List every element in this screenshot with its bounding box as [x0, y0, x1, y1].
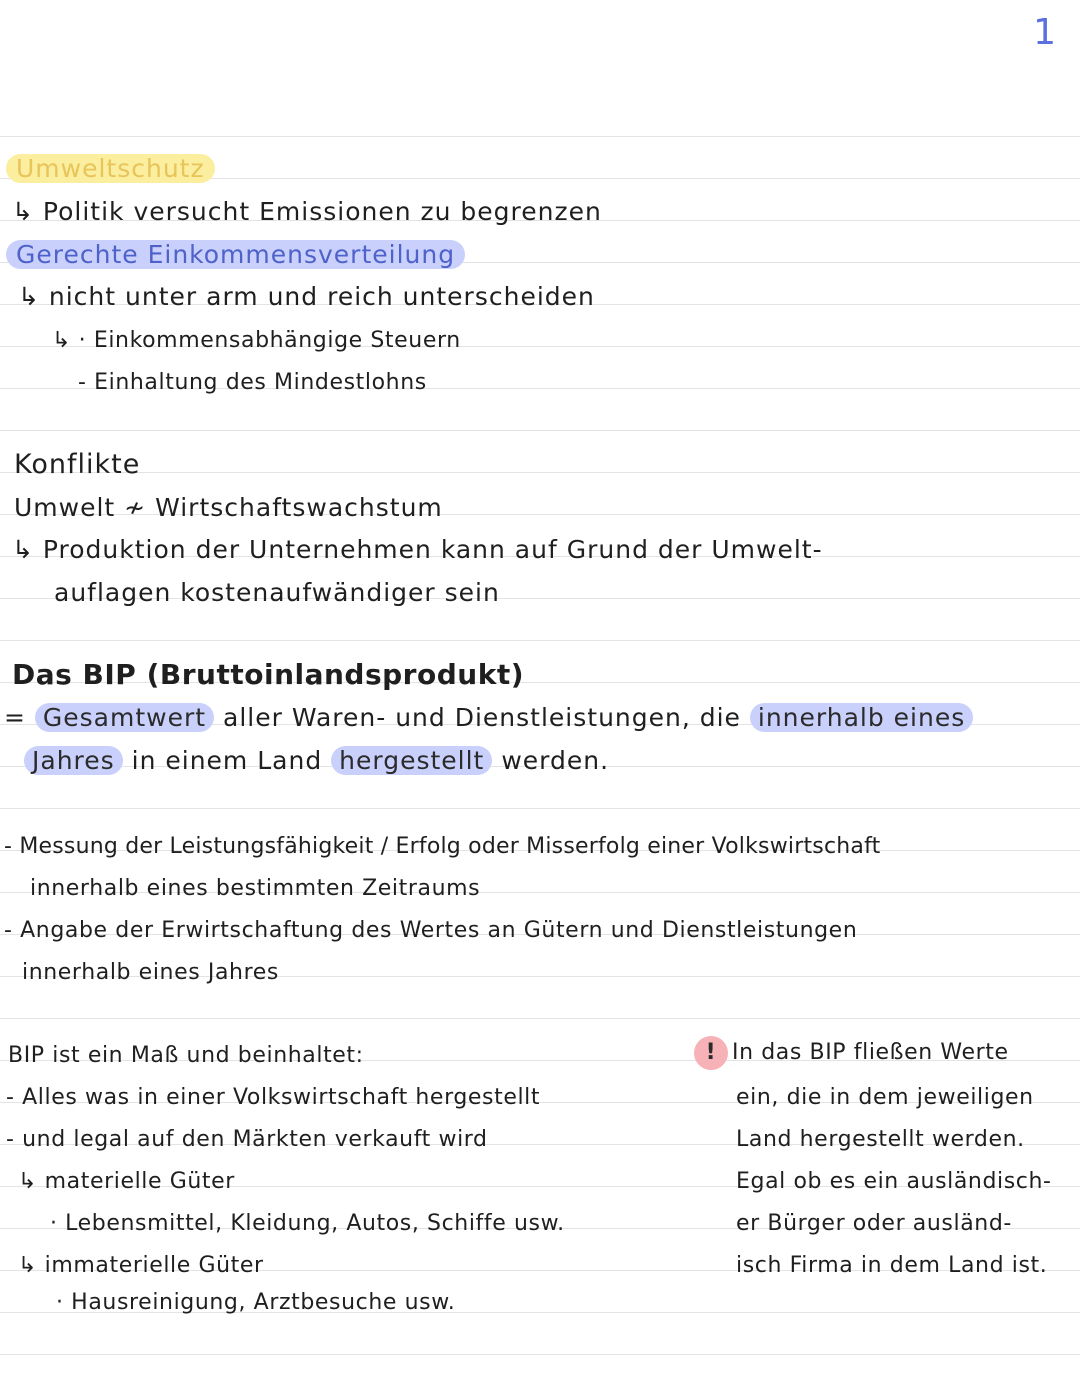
- note-line3: Land hergestellt werden.: [736, 1127, 1025, 1152]
- mass-line1: BIP ist ein Maß und beinhaltet:: [8, 1043, 364, 1068]
- note-line2: ein, die in dem jeweiligen: [736, 1085, 1034, 1110]
- definition-text-2: in einem Land: [131, 746, 332, 775]
- note-line6: isch Firma in dem Land ist.: [736, 1253, 1048, 1278]
- bip-bullet2-line1: - Angabe der Erwirtschaftung des Wertes an Gütern und Dienstleistungen: [4, 918, 858, 943]
- umweltschutz-highlight: Umweltschutz: [6, 154, 215, 183]
- bip-definition-line2: [24, 746, 609, 776]
- umweltschutz-line: ↳ Politik versucht Emissionen zu begrenzen: [12, 197, 602, 226]
- mass-line7: · Hausreinigung, Arztbesuche usw.: [56, 1290, 456, 1315]
- warning-icon: !: [694, 1036, 728, 1070]
- einkommen-sub1: ↳ · Einkommensabhängige Steuern: [52, 328, 461, 353]
- note-line4: Egal ob es ein ausländisch-: [736, 1169, 1052, 1194]
- note-line5: er Bürger oder ausländ-: [736, 1211, 1012, 1236]
- equals-sign: =: [4, 703, 26, 732]
- einkommen-sub2: - Einhaltung des Mindestlohns: [78, 370, 427, 395]
- mass-line2: - Alles was in einer Volkswirtschaft hergestellt: [6, 1085, 541, 1110]
- page-number: 1: [1033, 12, 1056, 53]
- bip-bullet2-line2: innerhalb eines Jahres: [22, 960, 279, 985]
- definition-text-1: aller Waren- und Dienstleistungen, die: [223, 703, 750, 732]
- mass-line5: · Lebensmittel, Kleidung, Autos, Schiffe usw.: [50, 1211, 565, 1236]
- note-line1: [694, 1036, 1009, 1070]
- mass-line4: ↳ materielle Güter: [18, 1169, 235, 1194]
- highlight-hergestellt: hergestellt: [331, 746, 492, 775]
- mass-line3: - und legal auf den Märkten verkauft wird: [6, 1127, 488, 1152]
- bip-heading: Das BIP (Bruttoinlandsprodukt): [12, 658, 524, 691]
- definition-text-3: werden.: [501, 746, 610, 775]
- note-line1-text: In das BIP fließen Werte: [732, 1040, 1009, 1065]
- highlight-innerhalb-eines: innerhalb eines: [750, 703, 973, 732]
- einkommen-heading: [6, 240, 465, 270]
- konflikte-line3: auflagen kostenaufwändiger sein: [54, 578, 500, 607]
- konflikte-line1: Umwelt ≁ Wirtschaftswachstum: [14, 493, 443, 522]
- konflikte-heading: Konflikte: [14, 449, 141, 480]
- einkommen-highlight: Gerechte Einkommensverteilung: [6, 240, 465, 269]
- bip-bullet1-line2: innerhalb eines bestimmten Zeitraums: [30, 876, 481, 901]
- highlight-gesamtwert: Gesamtwert: [35, 703, 214, 732]
- mass-line6: ↳ immaterielle Güter: [18, 1253, 264, 1278]
- konflikte-line2: ↳ Produktion der Unternehmen kann auf Grund der Umwelt-: [12, 535, 823, 564]
- bip-bullet1-line1: - Messung der Leistungsfähigkeit / Erfolg oder Misserfolg einer Volkswirtschaft: [4, 834, 881, 859]
- einkommen-line: ↳ nicht unter arm und reich unterscheiden: [18, 282, 595, 311]
- bip-definition-line1: [4, 703, 973, 733]
- highlight-jahres: Jahres: [24, 746, 123, 775]
- umweltschutz-heading: [6, 154, 215, 184]
